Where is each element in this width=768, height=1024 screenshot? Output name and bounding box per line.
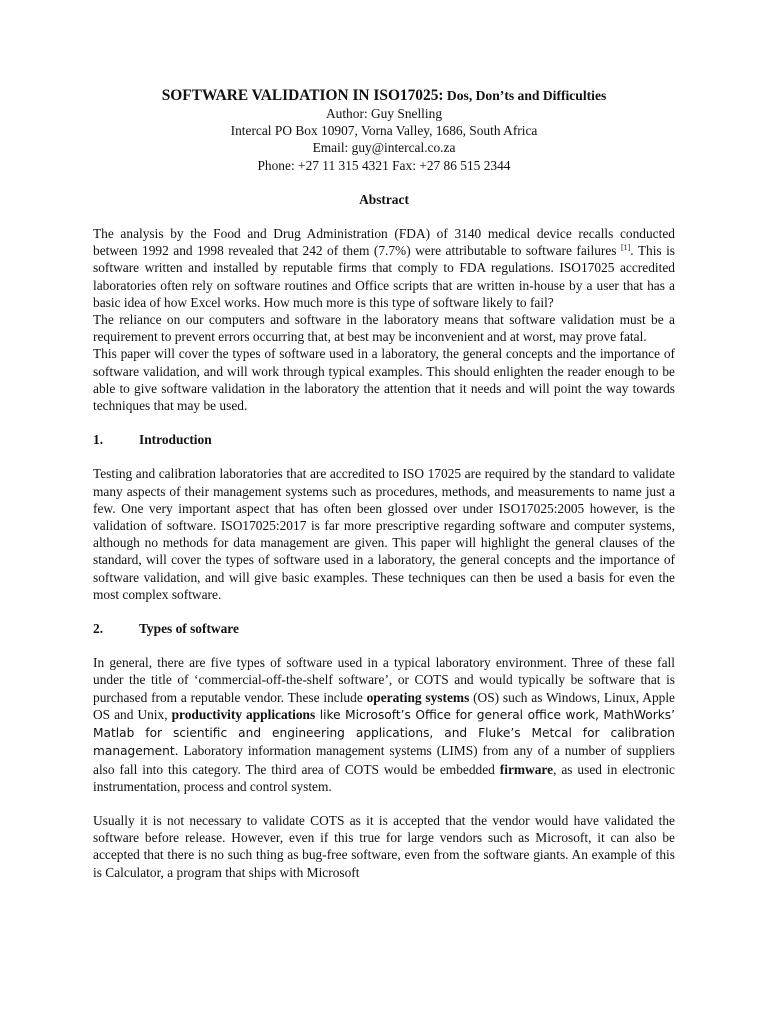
types-p1-text-e: , as used in electronic instrumentation, process and control system. bbox=[93, 761, 675, 794]
address-line: Intercal PO Box 10907, Vorna Valley, 1686, South Africa bbox=[230, 123, 538, 139]
section-title: Introduction bbox=[139, 432, 212, 448]
section-number: 2. bbox=[93, 621, 104, 637]
abstract-paragraph-1 bbox=[93, 225, 675, 311]
term-productivity-applications: productivity applications bbox=[171, 706, 316, 722]
abstract-p1-text-b: . This is software written and installed by reputable firms that comply to FDA regulations. ISO17025 accredited laboratories often rely on software routines and Office scripts that are written in-house by a user that has a basic idea of how Excel works. How much more is this type of software likely to fail? bbox=[93, 243, 675, 310]
author-line: Author: Guy Snelling bbox=[325, 106, 443, 121]
types-p1-text-c: like Microsoft’s Office for general office work, MathWorks’ Matlab for scientific and engineering applications, and Fluke’s Metcal for calibration management. bbox=[93, 707, 676, 759]
types-p1-text-d: Laboratory information management systems (LIMS) from any of a number of suppliers also fall into this category. The third area of COTS would be embedded bbox=[93, 743, 675, 777]
types-p1-text-b: (OS) such as Windows, Linux, Apple OS and Unix, bbox=[93, 689, 675, 722]
term-firmware: firmware bbox=[499, 761, 554, 777]
abstract-p1-text-a: The analysis by the Food and Drug Administration (FDA) of 3140 medical device recalls conducted between 1992 and 1998 revealed that 242 of them (7.7%) were attributable to software failures bbox=[93, 226, 675, 259]
abstract-heading: Abstract bbox=[359, 191, 409, 207]
title-subtitle: Dos, Don’ts and Difficulties bbox=[443, 88, 607, 103]
paper-title bbox=[93, 86, 675, 105]
email-line: Email: guy@intercal.co.za bbox=[312, 140, 456, 156]
reference-marker: [1] bbox=[620, 243, 631, 253]
types-paragraph-2: Usually it is not necessary to validate COTS as it is accepted that the vendor would have validated the software before release. However, even if this true for large vendors such as Microsoft, it can also be accepted that there is no such thing as bug-free software, even from the software giants. An example of this is Calculator, a program that ships with Microsoft bbox=[93, 812, 675, 880]
introduction-paragraph: Testing and calibration laboratories that are accredited to ISO 17025 are required by the standard to validate many aspects of their management systems such as procedures, methods, and measurements to name just a few. One very important aspect that has often been glossed over under ISO17025:2005 however, is the validation of software. ISO17025:2017 is far more prescriptive regarding software and computer systems, although no methods for data management are given. This paper will highlight the general clauses of the standard, will cover the types of software used in a laboratory, the general concepts and the importance of software validation, and will give basic examples. These techniques can then be used a basis for even the most complex software. bbox=[93, 466, 675, 602]
phone-line: Phone: +27 11 315 4321 Fax: +27 86 515 2344 bbox=[257, 157, 511, 173]
section-heading-introduction bbox=[93, 431, 675, 448]
types-p1-text-a: In general, there are five types of software used in a typical laboratory environment. Three of these fall under the title of ‘commercial-off-the-shelf software’, or COTS and would typically be software that is purchased from a reputable vendor. These include bbox=[93, 655, 675, 705]
types-paragraph-1 bbox=[93, 654, 675, 795]
section-title: Types of software bbox=[139, 621, 239, 637]
abstract-paragraph-2: The reliance on our computers and software in the laboratory means that software validation must be a requirement to prevent errors occurring that, at best may be inconvenient and at worst, may prove fatal. bbox=[93, 312, 675, 345]
abstract-paragraph-3: This paper will cover the types of software used in a laboratory, the general concepts and the importance of software validation, and will work through typical examples. This should enlighten the reader enough to be able to give software validation in the laboratory the attention that it needs and will point the way towards techniques that may be used. bbox=[93, 346, 675, 414]
title-main: SOFTWARE VALIDATION IN ISO17025: bbox=[161, 87, 444, 104]
section-number: 1. bbox=[93, 432, 104, 448]
term-operating-systems: operating systems bbox=[366, 689, 470, 705]
section-heading-types-of-software bbox=[93, 620, 675, 637]
